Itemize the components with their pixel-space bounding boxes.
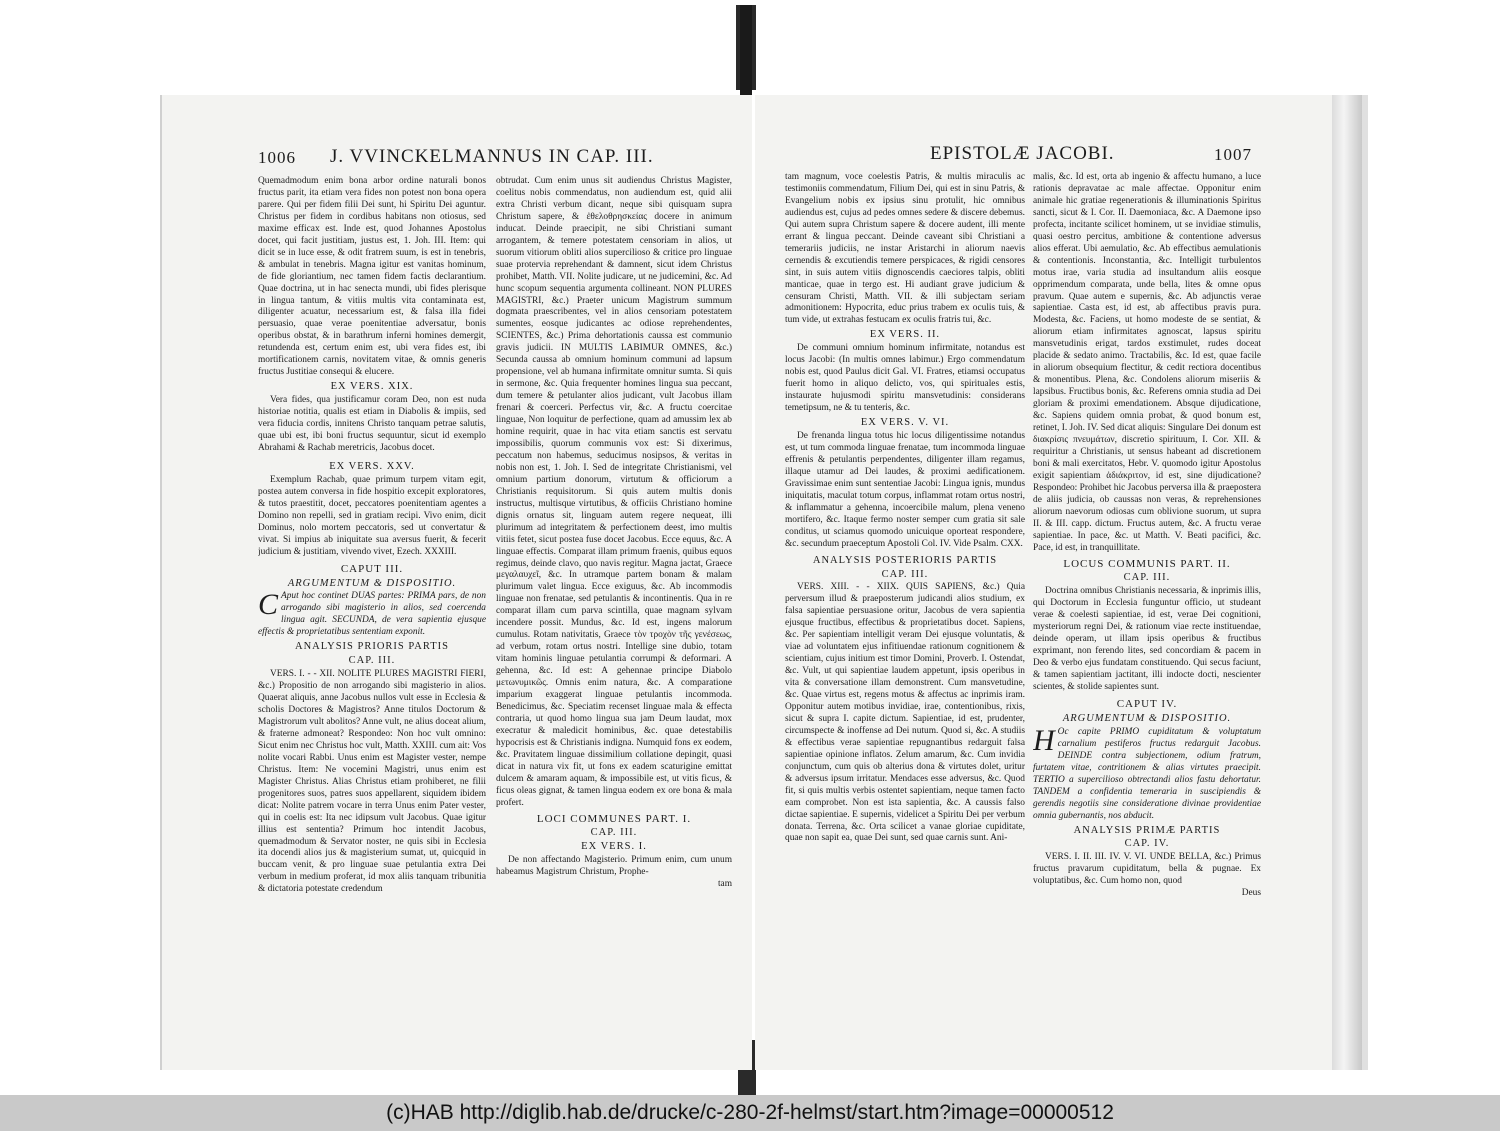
right-c1-text: tam magnum, voce coelestis Patris, & multis miraculis ac testimoniis commendatum, Filium Dei, qui est in sinu Patris, & Evangelium nobis ex ipsius sinu protulit, hic omnibus audiendus est, cujus ad pedes omnes sedere & discere debemus. Qui autem supra Christum sapere & docere audent, illi mente errant & lingua peccant. Deinde caveant sibi Christiani a temerariis judiciis, ne instar Aristarchi in aliorum naevis cernendis & excutiendis temere perspicaces, & rigidi censores sint, in suis autem vitiis dignoscendis caeciores talpis, obliti manticae, quae in tergo est. Hi audiant grave judicium & censuram Christi, Matth. VII. & illi subjectam seriam admonitionem: Hypocrita, educ prius trabem ex oculis tuis, & tum vide, ut extrahas festucam ex oculis fratris tui, &c. [785,172,1025,326]
right-c1-analysis-title: ANALYSIS POSTERIORIS PARTIS [812,554,998,566]
left-c1-para-1: Vera fides, qua justificamur coram Deo, non est nuda historiae notitia, qualis est etiam in Diabolis & impiis, sed vera fiducia cordis, innitens Christo tanquam petrae salutis, quae ubi est, ibi boni fructus sequuntur, sicut id exemplo Abrahami & Rachab meretricis, Jacobus docet. [258,395,486,453]
left-c2-text: obtrudat. Cum enim unus sit audiendus Christus Magister, coelitus nobis commendatus, non audiendum est, quid alii extra Christi verbum dicant, neque sibi quisquam supra Christum sapere, & ἐθελοθρησκείας docere in animum inducat. Deinde praecipit, ne sibi Christiani sumant arrogantem, & temere potestatem censoriam in alios, ut suorum vitiorum obliti alios supercilioso & critice pro linguae suae protervia reprehendant & damnent, sicut idem Christus prohibet, Matth. VII. Nolite judicare, ut ne judicemini, &c. Ad hunc scopum sequentia argumenta collineant. NON PLURES MAGISTRI, &c.) Praeter unicum Magistrum summum dogmata praescribentes, vel in alios censoriam potestatem sumentes, eosque judicantes ac odiose reprehendentes, SCIENTES, &c.) Prima dehortationis caussa est communio gravis judicii. IN MULTIS LABIMUR OMNES, &c.) Secunda caussa ab omnium hominum communi ad lapsum propensione, vel ab humana infirmitate omnitur sumta. Si quis in sermone, &c. Quia frequenter homines lingua sua peccant, dum temere & petulanter alios judicant, vult Jacobus illam frenari & coerceri. Perfectus vir, &c. A fructu coercitae linguae, Non loquitur de perfectione, quam ad amussim lex ab homine requirit, quae in hac vita etiam sanctis est servatu impossibilis, quorum communis vox est: Si dixerimus, peccatum non habemus, seducimus nosipsos, & veritas in nobis non est, 1. Joh. I. Sed de integritate Christianismi, vel omnium partium donorum, virtutum & officiorum a Christianis requisitorum. Si quis autem multis donis instructus, multisque virtutibus, & officiis Christiano homine dignis ornatus sit, linguam autem regere nequeat, illi plurimum ad integritatem & perfectionem deest, imo multis vitiis fetet, sicut postea fuse docet Jacobus. Ecce equus, &c. A linguae effectis. Comparat illam primum fraenis, quibus equos regimus, deinde clavo, quo navis regitur. Magna jactat, Graece μεγαλαυχεῖ, &c. In utramque partem bonam & malam plurimum valet lingua. Ecce exiguus, &c. Ab incommodis linguae non frenatae, sed petulantis & incontinentis. Qua in re comparat illam cum parva scintilla, quae magnam sylvam incendere possit. Mundus, &c. Id est, ingens malorum cumulus. Rotam nativitatis, Graece τὸν τροχὸν τῆς γενέσεως, ad verbum, rotam ortus nostri. Intellige sine dubio, totam vitam hominis linguae petulantia corrumpi & deformari. A gehenna, &c. Id est: A gehennae principe Diabolo μετωνυμικῶς. Omnis enim natura, &c. A comparatione imparium exaggerat linguae petulantis incommoda. Benedicimus, &c. Speciatim recenset linguae mala & effecta contraria, ut quod homo lingua sua jam Deum laudat, mox execratur & maledicit hominibus, &c. quae detestabilis hypocrisis est & Christianis indigna. Numquid fons ex eodem, &c. Pravitatem linguae dissimilium collatione depingit, quasi dicat in natura vix fit, ut fons ex eadem scaturigine emittat dulcem & amaram aquam, & impossibile est, ut vitis ficus, & ficus oleas gignat, & tamen lingua eodem ex ore bona & mala profert. [496,176,732,808]
right-c2-argumentum-text: H Oc capite PRIMO cupiditatum & voluptatum carnalium pestiferos fructus redarguit Jacobus. DEINDE contra subjectionem, odium fratrum, furtatem vitae, contritionem & alias virtutes praecipit. TERTIO a supercilioso obtrectandi alios fastu dehortatur. TANDEM a confidentia temeraria in suscipiendis & gerendis negotiis sine consideratione divinae providentiae omnia gubernantis, nos abducit. [1033,723,1261,821]
left-c2-heading-3: EX VERS. I. [581,841,647,853]
left-page-number: 1006 [258,148,296,167]
right-c1-para-2: De frenanda lingua totus hic locus diligentissime notandus est, ut tum commoda linguae frenatae, tum incommoda linguae effrenis & petulantis perpendentes, diligenter illam regamus, illaque utamur ad Dei laudes, & proximi aedificationem. Gravissimae enim sunt sententiae Jacobi: Lingua ignis, mundus iniquitatis, maculat totum corpus, inflammat rotam ortus nostri, & inflammatur a gehenna, incoercibile malum, plena veneno mortifero, &c. Itaque fermo noster semper cum gratia sit sale conditus, ut sciamus quomodo unicuique oporteat respondere, &c. secundum praeceptum Apostoli Col. IV. Vide Psalm. CXX. [785,431,1025,549]
left-c2-tail: De non affectando Magisterio. Primum enim, cum unum habeamus Magistrum Christum, Prophe- [496,855,732,878]
left-c2-heading-2: CAP. III. [590,827,638,839]
right-column-2 [1033,172,1261,992]
left-c1-para-4: VERS. I. - - XII. NOLITE PLURES MAGISTRI FIERI, &c.) Propositio de non arrogando sibi magisterio in alios. Quaerat aliquis, anne Jacobus nullos vult esse in Ecclesia & scholis Doctores & Magistros? Anne titulos Doctorum & Magistrorum vult abolitos? Anne vult, ne alius doceat alium, & fraterne admoneat? Respondeo: Non hoc vult omnino: Sicut enim nec Christus hoc vult, Matth. XXIII. cum ait: Vos nolite vocari Rabbi. Unus enim est Magister vester, nempe Christus. Item: Ne vocemini Magistri, unus enim est Magister Christus. Alias Christus etiam prohiberet, ne filii progenitores suos, patres suos appellarent, siquidem ibidem dicat: Nolite patrem vocare in terra Unus enim Pater vester, qui in coelis est: Ita nec idipsum vult Jacobus. Quae igitur illius est sententia? Primum hoc intendit Jacobus, quemadmodum & Servator noster, ne quis sibi in Ecclesia ita docendi alios jus & magisterium sumat, ut, quicquid in buccam venit, & pro linguae suae petulantia extra Dei verbum in medium proferat, id mox aliis tanquam tribunitia & dictatoria potestate credendum [258,669,486,895]
left-c1-analysis-title: ANALYSIS PRIORIS PARTIS [295,641,449,653]
left-c1-heading-2: EX VERS. XXV. [329,460,415,472]
left-column-1 [258,176,486,1000]
right-c2-para-1: Doctrina omnibus Christianis necessaria, & inprimis illis, qui Doctorum in Ecclesia funguntur officio, ut studeant verae & coelesti sapientiae, id est, verae Dei cognitioni, mysteriorum regni Dei, & rationum viae recte instituendae, deinde operam, ut illam ipsis operibus & fructibus exprimant, non ferendo lites, sed concordiam & pacem in Deo & verbo ejus fundatam constituendo. Qui secus faciunt, & tamen sapientiam jactitant, illi indocte docti, nescienter scientes, & stolide sapientes sunt. [1033,586,1261,693]
drop-cap-H: H [1033,723,1055,757]
right-c2-analysis-cap: CAP. IV. [1124,838,1170,850]
left-c1-para-2: Exemplum Rachab, quae primum turpem vitam egit, postea autem conversa in fide hospitio excepit exploratores, & tutos praestitit, docet, peccatores poenitentiam agentes a Domino non repelli, sed in gratiam recipi. Vivo enim, dicit Dominus, nolo mortem peccatoris, sed ut convertatur & vivat. Si impius ab iniquitate sua aversus fuerit, & fecerit judicium & justitiam, vivendo vivet, Ezech. XXXIII. [258,474,486,557]
left-catchword: tam [717,879,732,890]
right-c2-heading-1: LOCUS COMMUNIS PART. II. [1063,557,1231,570]
right-c2-analysis-title: ANALYSIS PRIMÆ PARTIS [1073,824,1221,836]
left-c1-intro: Quemadmodum enim bona arbor ordine naturali bonos fructus parit, ita etiam vera fides non potest non bona opera parere. Qui per fidem filii Dei sunt, hi Spiritu Dei aguntur. Christus per fidem in cordibus habitans non otiosus, sed maxime efficax est. Inde est, quod Johannes Apostolus docet, qui facit justitiam, justus est, 1. Joh. III. Item: qui dicit se in luce esse, & odit fratrem suum, is est in tenebris, & ambulat in tenebris. Magna igitur est vanitas hominum, de fide gloriantium, nec tamen fidem factis declarantium. Quae doctrina, ut in hac senecta mundi, ubi fides plerisque in lingua tantum, & vitiis multis vita contaminata est, diligenter acuatur, necessarium est, & falsa illa fidei persuasio, quae verae poenitentiae adversatur, bonis operibus obstat, & in barathrum inferni homines demergit, retundenda est, certum enim est, ubi vera fides est, ibi mortificationem carnis, novitatem vitae, & omnis generis fructus Justitiae consequi & elucere. [258,176,486,378]
right-column-1 [785,172,1025,984]
right-c2-argumentum-title: ARGUMENTUM & DISPOSITIO. [1062,712,1232,724]
right-c2-text: malis, &c. Id est, orta ab ingenio & affectu humano, a luce rationis depravatae ac male affectae. Opponitur enim animale hic gratiae regenerationis & illuminationis Spiritus sancti, sicut & I. Cor. II. Daemoniaca, &c. A Daemone ipso profecta, incitante scilicet hominem, ut se invidiae stimulis, quasi oestro percitus, ambitione & contentione adversus alios efferat. Ubi aemulatio, &c. Ab effectibus aemulationis & contentionis. Inconstantia, &c. Intelligit turbulentos motus irae, varia studia ad insultandum aliis eosque opprimendum comparata, unde bella, lites & omne opus pravum. Quae autem e supernis, &c. Ab adjunctis verae sapientiae. Casta est, id est, ab affectibus pravis pura. Modesta, &c. Faciens, ut homo modeste de se sentiat, & aliorum etiam infirmitates agnoscat, lapsus spiritu mansvetudinis erigat, tardos exstimulet, rudes doceat placide & sedato animo. Tractabilis, &c. Id est, quae facile in aliorum obsequium flectitur, & cedit rectiora docentibus & monentibus. Plena, &c. Condolens aliorum miseriis & lapsibus. Fructibus bonis, &c. Referens omnia studia ad Dei gloriam & proximi emendationem. Absque dijudicatione, &c. Sapiens quidem omnia probat, & quod bonum est, retinet, I. Joh. IV. Sed dicat aliquis: Singulare Dei donum est διακρίσις πνευμάτων, discretio spirituum, I. Cor. XII. & requiritur a Christianis, ut sensus habeant ad discretionem boni & mali exercitatos, Hebr. V. quomodo igitur Apostolus exigit sapientiam ἀδιάκριτον, id est, sine dijudicatione? Respondeo: Prohibet hic Jacobus perversa illa & praepostera de aliis judicia, ob caussas non veras, & reprehensiones aliorum naevorum odiosas cum oblivione suorum, ut supra II. & III. capp. dictum. Fructus autem, &c. A fructu verae sapientiae. In pace, &c. ut Matth. V. Beati pacifici, &c. Pace, id est, in tranquillitate. [1033,172,1261,553]
drop-cap-C: C [258,588,279,622]
right-catchword: Deus [1241,888,1261,899]
page-stack-edge [1362,95,1368,1070]
left-c1-heading-1: EX VERS. XIX. [330,381,414,393]
page-edge-shadow [1332,95,1362,1070]
left-running-head: J. VVINCKELMANNUS IN CAP. III. [330,146,654,167]
right-c1-heading-1: EX VERS. II. [869,329,941,341]
right-c2-heading-2: CAP. III. [1123,572,1171,584]
right-c1-para-3: VERS. XIII. - - XIIX. QUIS SAPIENS, &c.) Quia perversum illud & praeposterum judicandi alios studium, ex falsa sapientiae persuasione oritur, Jacobus de vera sapientia ejusque fructibus, effectibus & proprietatibus docet. Sapiens, &c. Per sapientiam intelligit veram Dei ejusque voluntatis, & viae ad voluntatem ejus infitiuendae rationum cognitionem & scientiam, cujus initium est timor Domini, Proverb. I. Ostendat, &c. Vult, ut qui sapientiae laudem appetunt, ipsis operibus in vita & conversatione illam demonstrent. Cum mansvetudine, &c. Quae virtus est, regens motus & affectus ac inprimis iram. Opponitur autem motibus invidiae, irae, contentionibus, rixis, sicut & supra I. capite dictum. Sapientiae, id est, prudenter, circumspecte & inoffense ad Dei nutum. Quod si, &c. A studiis & effectibus verae sapientiae repugnantibus redarguit falsa sapientiae opinione inflatos. Zelum amarum, &c. Cum invidia conjunctum, cum quis ob alterius dona & virtutes dolet, uritur & adversus ipsum irritatur. Mendaces esse adversus, &c. Quod fit, si quis multis verbis ostentet sapientiam, neque tamen facto eam comprobet. Non est ista sapientia, &c. A caussis falso dictae sapientiae. E supernis, videlicet a Spiritu Dei per verbum donata. Terrena, &c. Orta scilicet a vanae gloriae cupiditate, quae non sapit ea, quae Dei sunt, sed quae carnis sunt. Ani- [785,582,1025,844]
left-c2-heading-1: LOCI COMMUNES PART. I. [536,812,692,825]
copyright-footer: (c)HAB http://diglib.hab.de/drucke/c-280-2f-helmst/start.htm?image=00000512 [0,1095,1500,1131]
left-c1-caput-title: CAPUT III. [340,562,404,575]
right-c1-heading-2: EX VERS. V. VI. [860,417,950,429]
left-c1-argumentum-text: C Aput hoc continet DUAS partes: PRIMA pars, de non arrogando sibi magisterio in alios, sed coercenda lingua agit. SECUNDA, de vera sapientia ejusque effectis & proprietatibus sententiam exponit. [258,588,486,638]
right-c1-analysis-cap: CAP. III. [881,568,929,580]
right-c1-para-1: De communi omnium hominum infirmitate, notandus est locus Jacobi: (In multis omnes labimur.) Ergo commendatum nobis est, quod Paulus dicit Gal. VI. Fratres, etiamsi occupatus fuerit homo in aliquo delicto, vos, qui spirituales estis, instaurate hujusmodi spiritu mansvetudinis: considerans temetipsum, ne & tu tenteris, &c. [785,343,1025,414]
right-c2-caput-title: CAPUT IV. [1116,697,1178,710]
right-running-head: EPISTOLÆ JACOBI. [930,143,1115,164]
left-c1-analysis-cap: CAP. III. [348,655,396,667]
right-page-number: 1007 [1214,145,1252,164]
right-c2-para-3: VERS. I. II. III. IV. V. VI. UNDE BELLA, &c.) Primus fructus pravarum cupiditatum, bella & pugnae. Ex voluptatibus, &c. Cum homo non, quod [1033,852,1261,887]
left-column-2 [496,176,732,996]
left-c1-argumentum-title: ARGUMENTUM & DISPOSITIO. [287,577,457,589]
